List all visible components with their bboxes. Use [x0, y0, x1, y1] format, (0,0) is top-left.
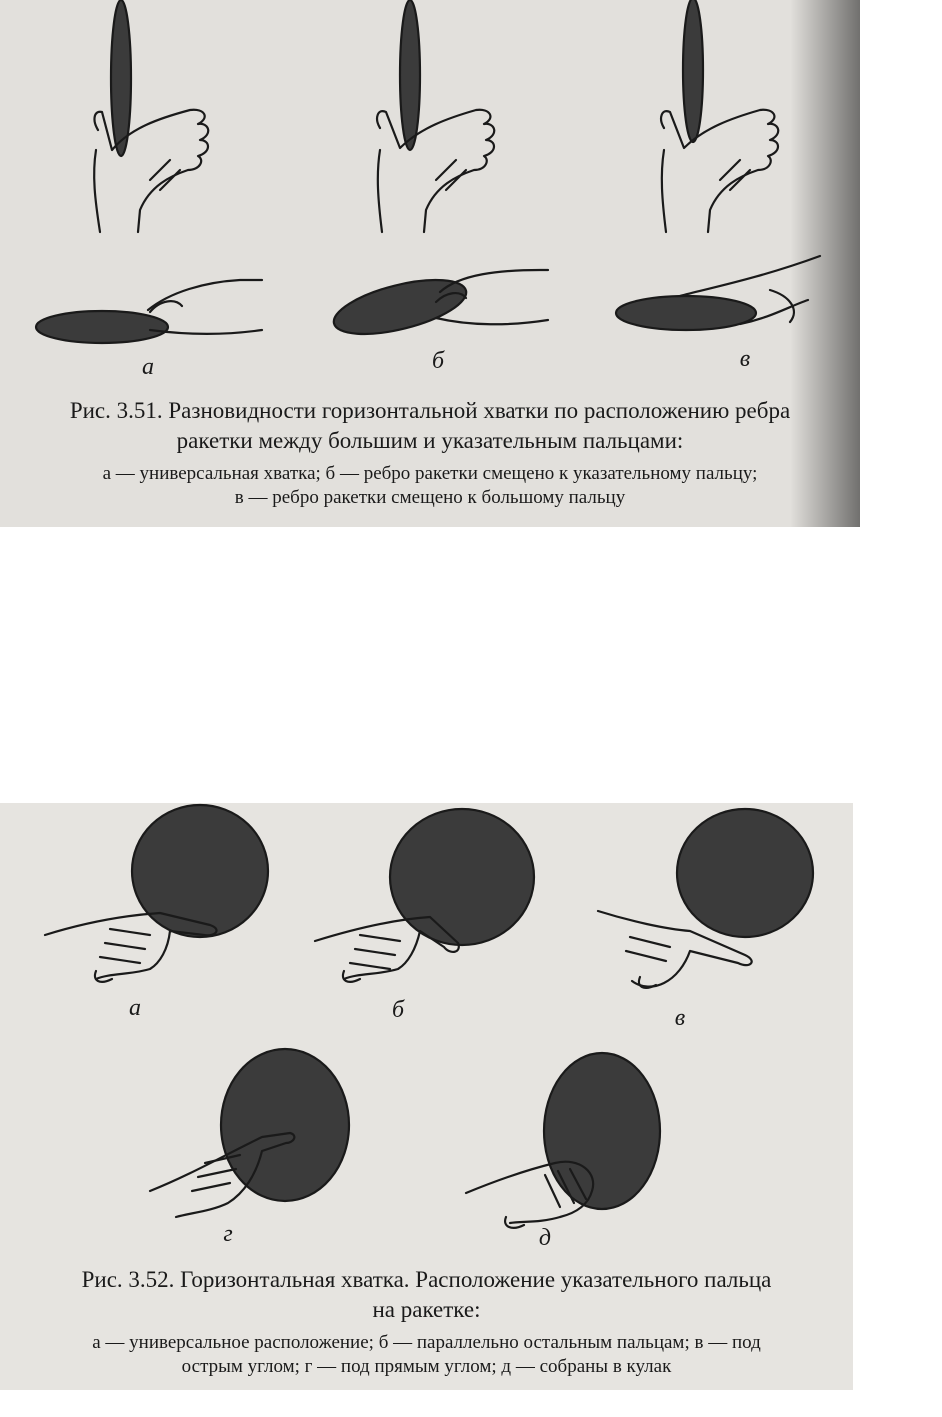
figure-3-51-scan: [0, 0, 860, 527]
scan-edge-shadow: [790, 0, 860, 527]
panel-label-c: в: [739, 346, 751, 372]
caption-title-line1: Рис. 3.52. Горизонтальная хватка. Расположение указательного пальца: [81, 1267, 772, 1292]
index-finger-grip-e: [466, 1053, 660, 1228]
panel-label-a: а: [142, 354, 154, 380]
panel-label-b: б: [391, 997, 405, 1023]
panel-label-e: д: [538, 1225, 552, 1251]
caption-legend-line2: в — ребро ракетки смещено к большому пальцу: [234, 487, 626, 508]
grip-edge-view-a: [94, 0, 208, 232]
figure-3-51-caption: [0, 396, 860, 510]
index-finger-grip-d: [150, 1049, 349, 1217]
index-finger-grip-b: [315, 809, 534, 982]
figure-3-52-scan: [0, 803, 853, 1390]
grip-top-view-a: [36, 280, 262, 343]
caption-title-line2: на ракетке:: [372, 1297, 481, 1322]
panel-label-a: а: [129, 995, 141, 1021]
caption-legend-line1: а — универсальная хватка; б — ребро ракетки смещено к указательному пальцу;: [102, 463, 758, 484]
figure-3-52-caption: [0, 1265, 853, 1379]
index-finger-grip-a: [45, 805, 268, 982]
grip-edge-view-b: [377, 0, 494, 232]
caption-legend-line2: острым углом; г — под прямым углом; д — собраны в кулак: [181, 1356, 672, 1377]
panel-label-c: в: [674, 1005, 686, 1031]
index-finger-grip-c: [598, 809, 813, 988]
grip-top-view-b: [329, 269, 548, 345]
caption-title-line2: ракетки между большим и указательным пальцами:: [176, 428, 684, 453]
panel-label-d: г: [223, 1221, 233, 1247]
caption-title-line1: Рис. 3.51. Разновидности горизонтальной хватки по расположению ребра: [69, 398, 791, 423]
grip-edge-view-c: [661, 0, 778, 232]
caption-legend-line1: а — универсальное расположение; б — параллельно остальным пальцам; в — под: [92, 1332, 761, 1353]
panel-label-b: б: [431, 348, 445, 374]
